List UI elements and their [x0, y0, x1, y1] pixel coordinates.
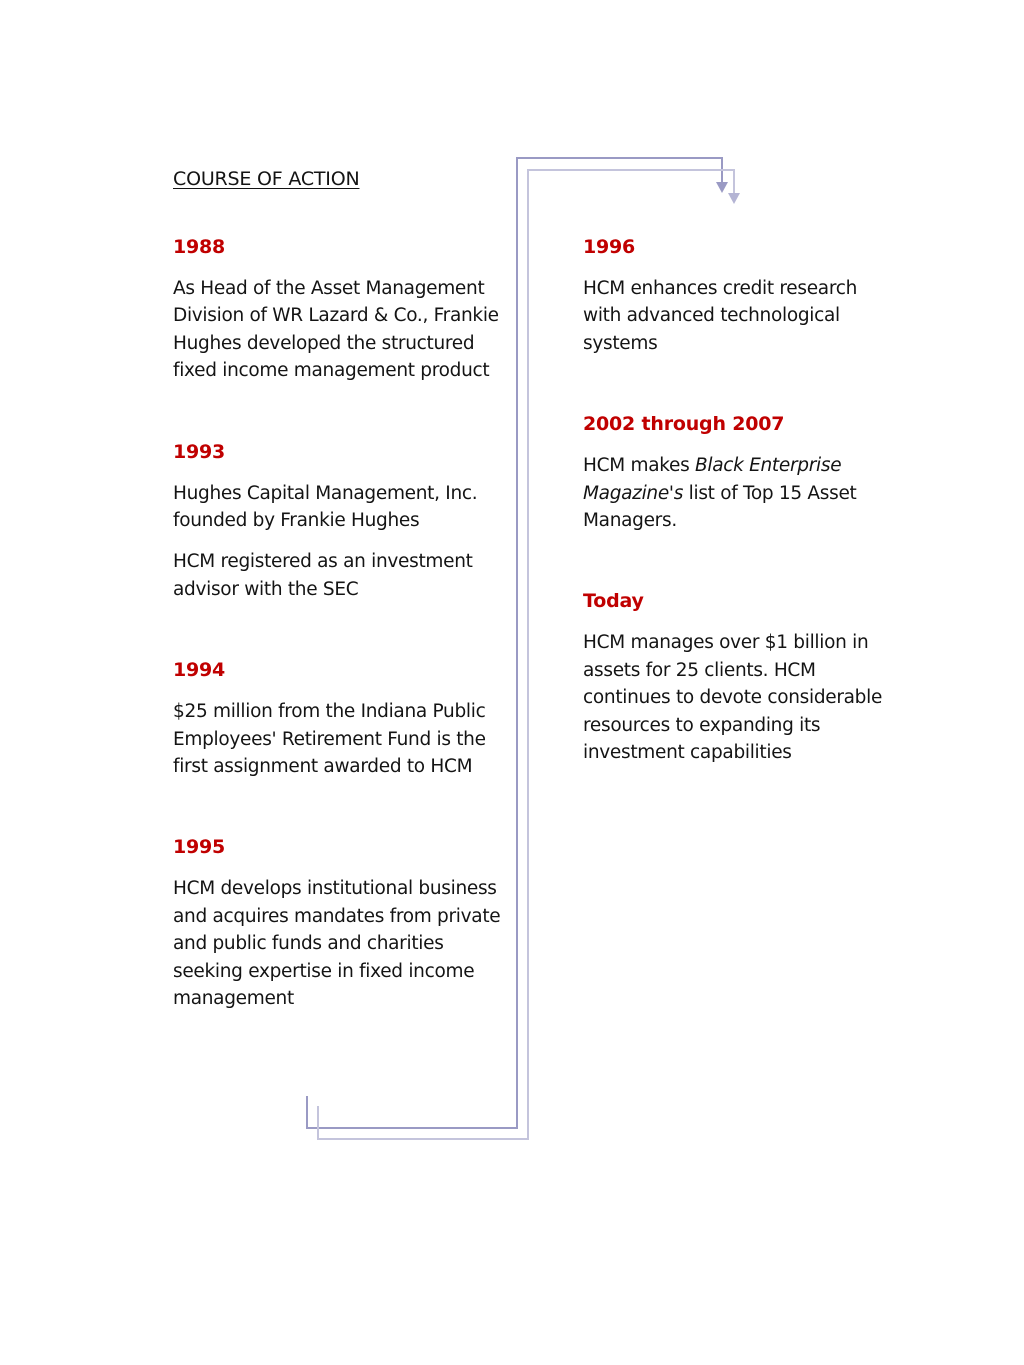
- entry-year: Today: [583, 590, 644, 613]
- entry-description: Hughes Capital Management, Inc. founded by Frankie Hughes: [173, 482, 478, 532]
- entry-year: 2002 through 2007: [583, 413, 785, 436]
- entry-description: HCM registered as an investment advisor with the SEC: [173, 551, 473, 600]
- right-timeline-column: [583, 234, 883, 780]
- entry-text-after: list of Top 15 Asset Managers.: [583, 482, 857, 532]
- arrow-head-light-icon: [728, 193, 740, 204]
- timeline-entry-today: [583, 588, 883, 766]
- page-title: COURSE OF ACTION: [173, 168, 360, 190]
- timeline-entry-1995: [173, 834, 513, 1012]
- entry-description: HCM develops institutional business and acquires mandates from private and public funds and charities seeking expertise in fixed income management: [173, 878, 501, 1010]
- entry-text-before: HCM makes: [583, 455, 695, 477]
- timeline-entry-1993: [173, 439, 513, 604]
- entry-year: 1994: [173, 659, 226, 682]
- entry-description: As Head of the Asset Management Division of WR Lazard & Co., Frankie Hughes developed the structured fixed income management product: [173, 278, 499, 382]
- entry-description: HCM enhances credit research with advanced technological systems: [583, 278, 858, 354]
- entry-year: 1993: [173, 440, 226, 463]
- timeline-entry-1996: [583, 234, 883, 357]
- timeline-entry-1988: [173, 234, 513, 385]
- timeline-entry-1994: [173, 657, 513, 780]
- entry-description: $25 million from the Indiana Public Employees' Retirement Fund is the first assignment awarded to HCM: [173, 701, 486, 778]
- entry-description: HCM manages over $1 billion in assets for 25 clients. HCM continues to devote considerable resources to expanding its investment capabilities: [583, 632, 883, 764]
- entry-year: 1988: [173, 236, 226, 258]
- timeline-entry-2002-2007: [583, 411, 883, 534]
- entry-year: 1995: [173, 836, 226, 859]
- left-timeline-column: [173, 234, 513, 1027]
- arrow-head-dark-icon: [716, 182, 728, 193]
- entry-description: [583, 452, 883, 534]
- publication-name: Black Enterprise Magazine's: [583, 455, 842, 504]
- entry-year: 1996: [583, 236, 636, 258]
